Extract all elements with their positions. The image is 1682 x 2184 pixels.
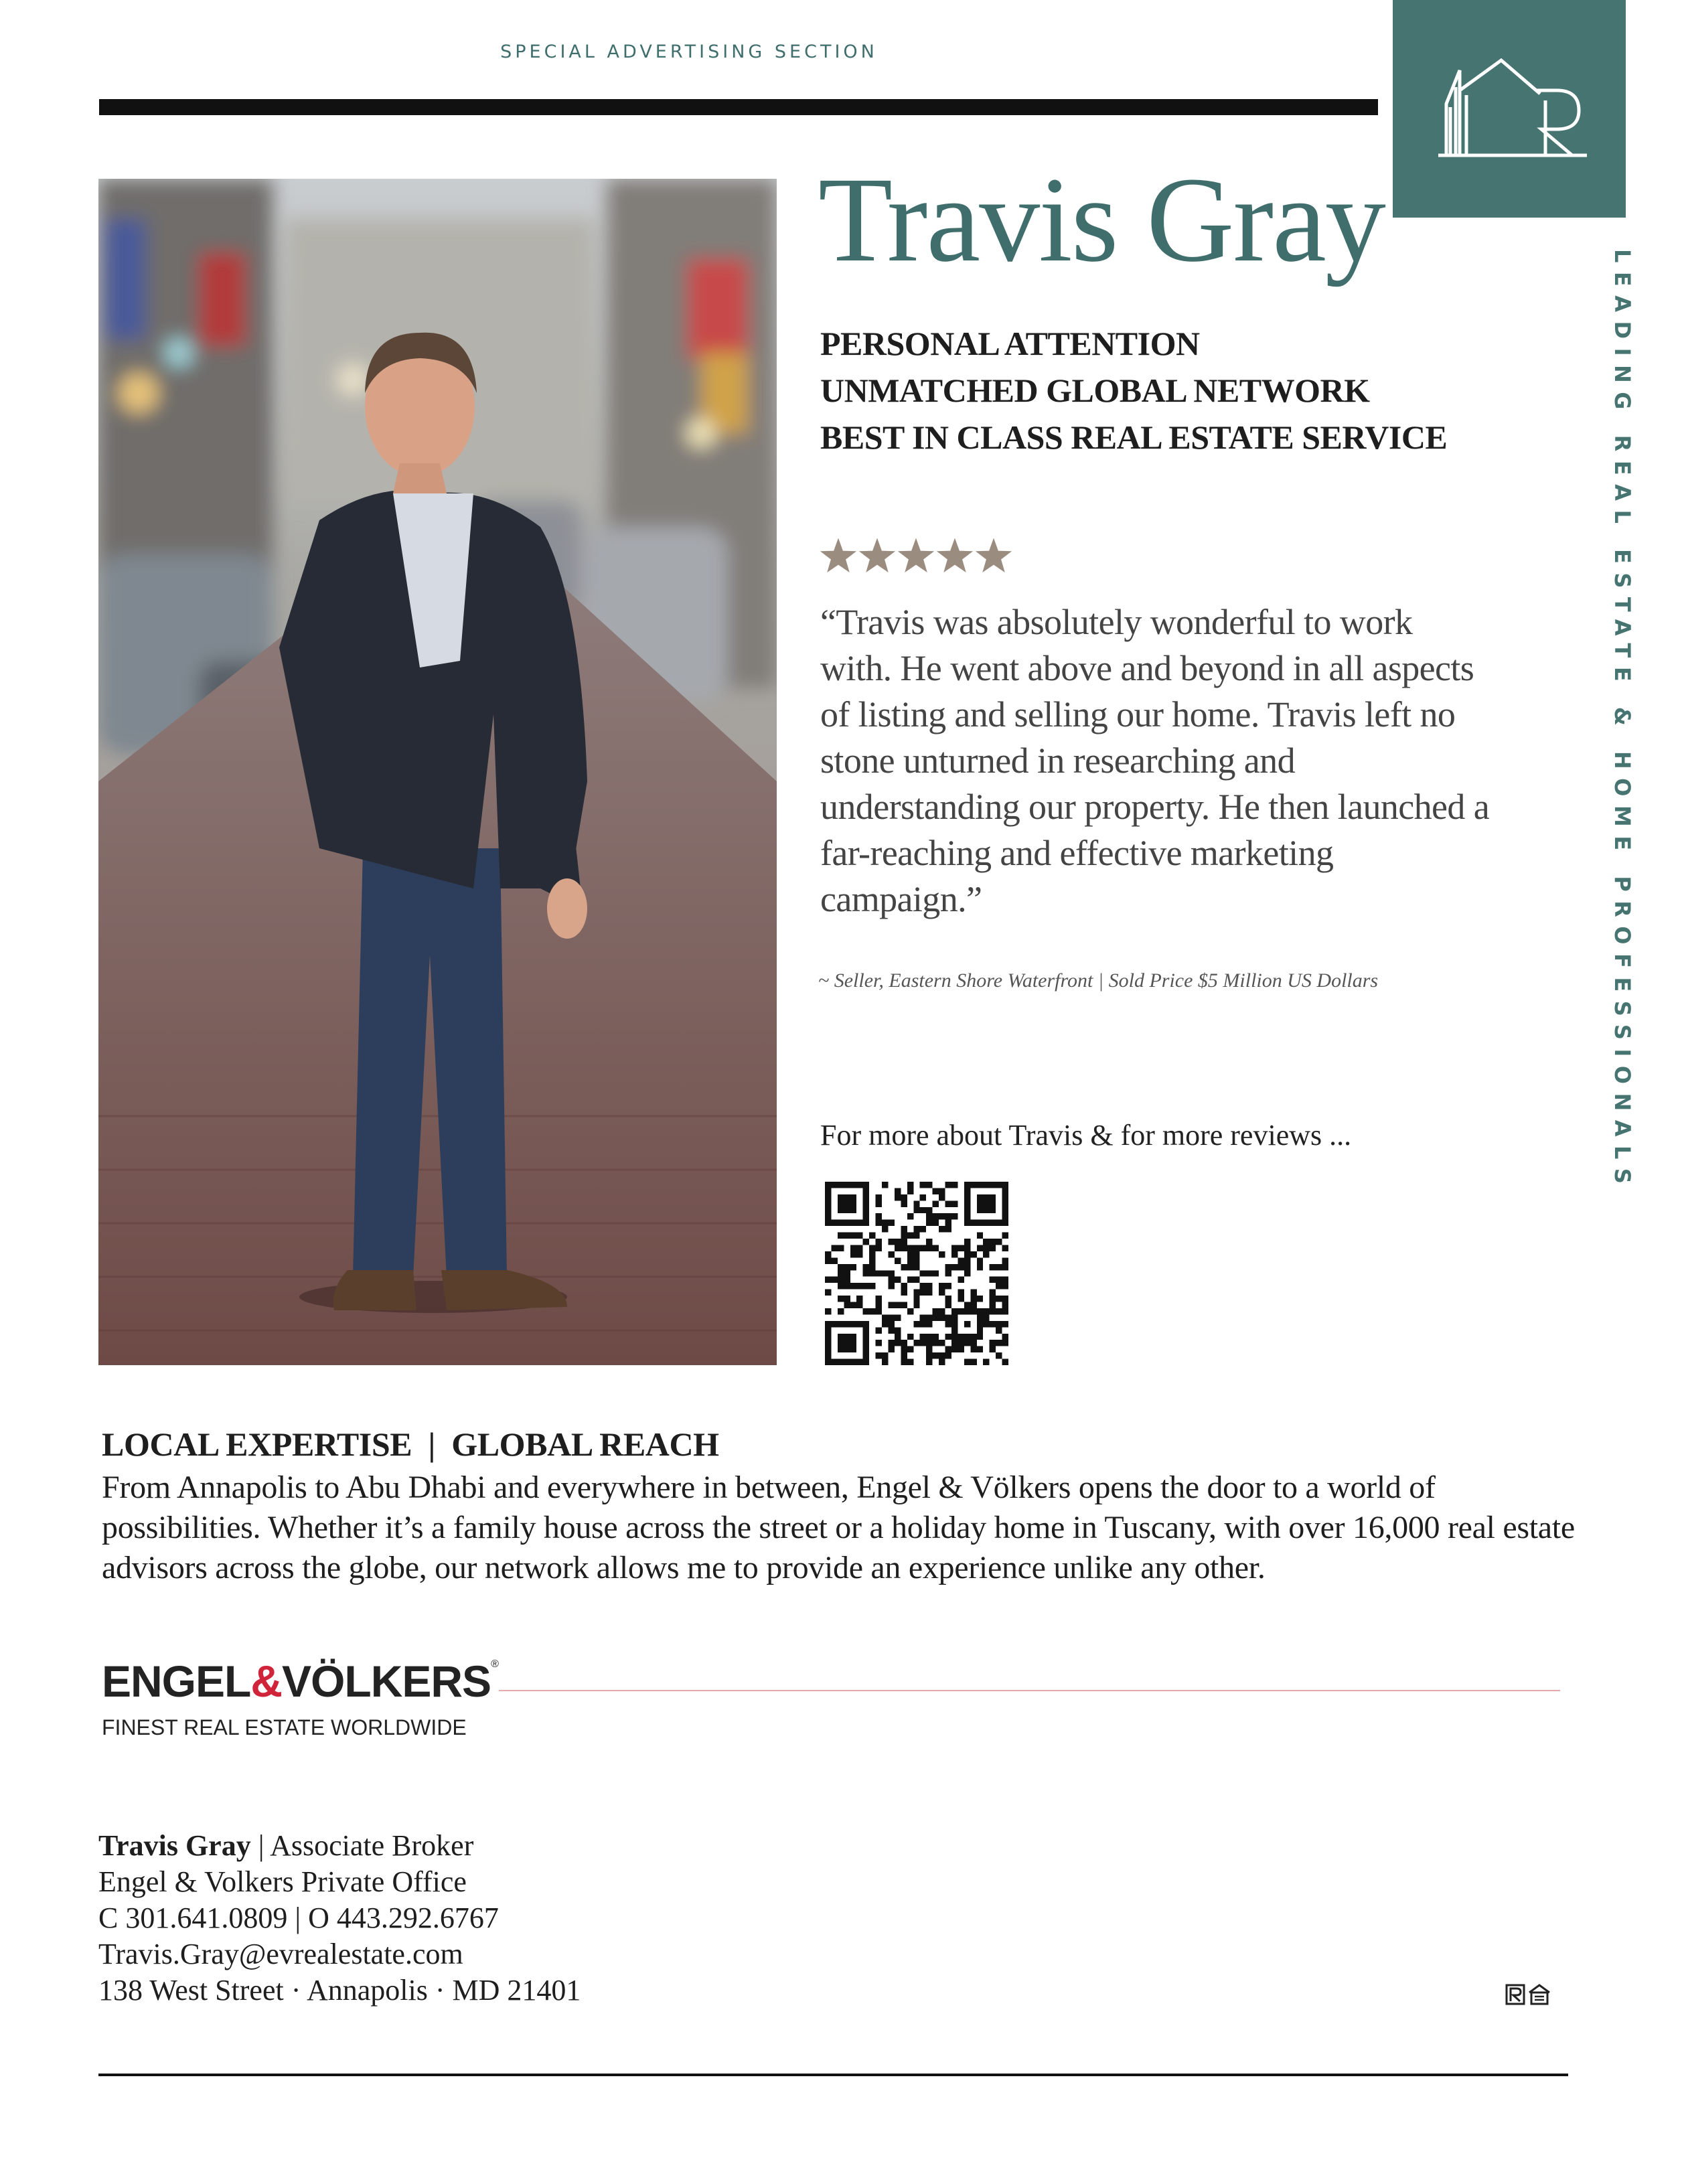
more-reviews-text: For more about Travis & for more reviews ... [820,1119,1352,1152]
star-rating [818,529,1019,586]
qr-code-icon[interactable] [825,1182,1008,1365]
expertise-body: From Annapolis to Abu Dhabi and everywhere in between, Engel & Völkers opens the door to a world of possibilities. Whether it’s a family house across the street or a holiday home in Tuscany, with over 16,000 real estate advisors across the globe, our network allows me to provide an experience unlike any other. [102,1470,1575,1585]
brand-ampersand: & [250,1656,283,1706]
registered-mark: ® [491,1658,498,1670]
star-rating-icons [818,529,1019,582]
contact-email[interactable]: Travis.Gray@evrealestate.com [98,1938,463,1970]
tagline-2: UNMATCHED GLOBAL NETWORK [820,372,1370,409]
brand-name-right: VÖLKERS [282,1656,491,1706]
contact-block [98,1828,581,2009]
star-icon [976,539,1010,572]
contact-address: 138 West Street · Annapolis · MD 21401 [98,1974,581,2007]
brand-tagline: FINEST REAL ESTATE WORLDWIDE [102,1715,467,1739]
brand-name-left: ENGEL [102,1656,251,1706]
contact-phones[interactable]: C 301.641.0809 | O 443.292.6767 [98,1901,499,1934]
house-outline-logo-icon [1393,0,1626,218]
star-icon [899,539,933,572]
side-label: LEADING REAL ESTATE & HOME PROFESSIONALS [1610,249,1635,1193]
bottom-rule [98,2074,1568,2076]
taglines [820,320,1447,461]
equal-housing-icon [1529,1985,1549,2004]
engel-voelkers-logo [102,1656,498,1740]
agent-name: Travis Gray [818,153,1385,287]
brand-wordmark [102,1656,498,1706]
star-icon [821,539,855,572]
tagline-3: BEST IN CLASS REAL ESTATE SERVICE [820,418,1448,456]
expertise-heading: LOCAL EXPERTISE | GLOBAL REACH [102,1425,719,1463]
top-rule [99,99,1378,115]
footer-icons [1505,1983,1552,2009]
contact-name: Travis Gray [98,1829,251,1862]
brand-divider [499,1690,1560,1691]
realtor-r-icon [1507,1985,1524,2004]
section-kicker: SPECIAL ADVERTISING SECTION [500,42,878,62]
contact-title: | Associate Broker [250,1829,474,1862]
review-attribution: ~ Seller, Eastern Shore Waterfront | Sold Price $5 Million US Dollars [818,969,1379,992]
corner-logo-box [1393,0,1626,218]
star-icon [860,539,894,572]
contact-office: Engel & Volkers Private Office [98,1865,467,1898]
review-quote: “Travis was absolutely wonderful to work with. He went above and beyond in all aspects of listing and selling our home. Travis left no stone unturned in researching and understanding our property. He then launched a far-reaching and effective marketing campaign.” [820,602,1490,919]
star-icon [937,539,972,572]
tagline-1: PERSONAL ATTENTION [820,325,1200,362]
contact-name-line [98,1828,581,1864]
agent-portrait-photo [98,179,777,1365]
